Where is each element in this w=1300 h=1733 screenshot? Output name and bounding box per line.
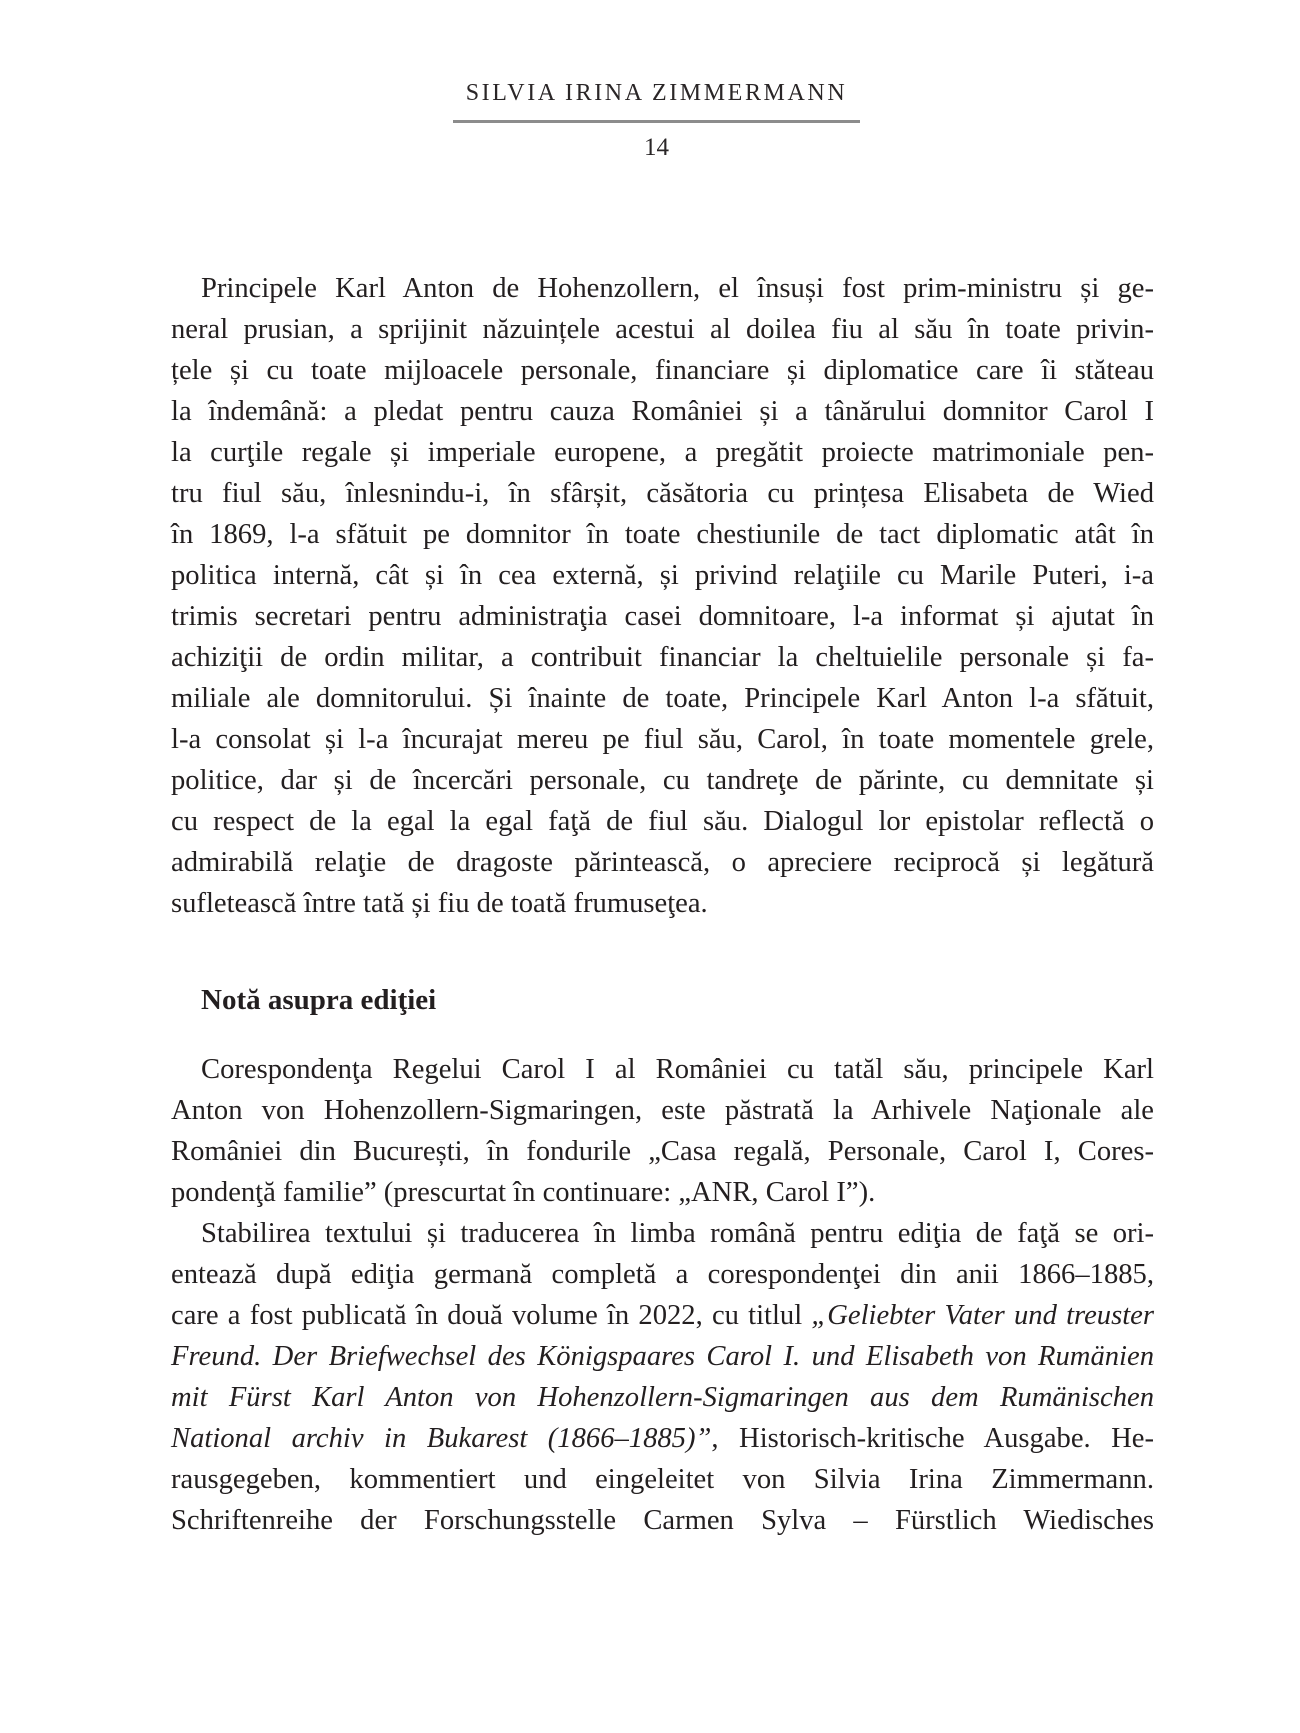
page-body xyxy=(171,268,1154,1541)
text-line: achiziţii de ordin militar, a contribuit financiar la cheltuielile personale și fa- xyxy=(171,642,1154,673)
paragraph-karl-anton xyxy=(171,268,1154,924)
page-number: 14 xyxy=(644,134,669,161)
text-line: admirabilă relaţie de dragoste părintească, o apreciere reciprocă și legătură xyxy=(171,847,1154,878)
text-line: cu respect de la egal la egal faţă de fiul său. Dialogul lor epistolar reflectă o xyxy=(171,806,1154,837)
paragraph-stabilirea-textului xyxy=(171,1213,1154,1541)
section-heading-nota-asupra-editiei: Notă asupra ediţiei xyxy=(201,984,437,1016)
text-run: care a fost publicată în două volume în 2022, cu titlul xyxy=(171,1300,812,1331)
text-line: tru fiul său, înlesnindu-i, în sfârșit, căsătoria cu prințesa Elisabeta de Wied xyxy=(171,478,1154,509)
text-line: politica internă, cât și în cea externă, și privind relaţiile cu Marile Puteri, i-a xyxy=(171,560,1154,591)
text-line: Stabilirea textului și traducerea în limba română pentru ediţia de faţă se ori- xyxy=(201,1218,1154,1249)
text-line: sufletească între tată și fiu de toată frumuseţea. xyxy=(171,888,708,919)
book-title-italic-line: mit Fürst Karl Anton von Hohenzollern-Sigmaringen aus dem Rumänischen xyxy=(171,1382,1154,1413)
book-title-italic: National archiv in Bukarest (1866–1885)” xyxy=(171,1423,712,1454)
text-line: Schriftenreihe der Forschungsstelle Carmen Sylva – Fürstlich Wiedisches xyxy=(171,1505,1154,1536)
text-line: Corespondenţa Regelui Carol I al României cu tatăl său, principele Karl xyxy=(201,1054,1154,1085)
text-line xyxy=(171,1418,1154,1459)
text-line: la curţile regale și imperiale europene, a pregătit proiecte matrimoniale pen- xyxy=(171,437,1154,468)
text-line: țele și cu toate mijloacele personale, financiare și diplomatice care îi stăteau xyxy=(171,355,1154,386)
text-line: entează după ediţia germană completă a corespondenţei din anii 1866–1885, xyxy=(171,1259,1154,1290)
running-title-author: SILVIA IRINA ZIMMERMANN xyxy=(465,80,848,106)
text-line: Anton von Hohenzollern-Sigmaringen, este păstrată la Arhivele Naţionale ale xyxy=(171,1095,1154,1126)
text-line: României din București, în fondurile „Casa regală, Personale, Carol I, Cores- xyxy=(171,1136,1154,1167)
text-line: trimis secretari pentru administraţia casei domnitoare, l-a informat și ajutat în xyxy=(171,601,1154,632)
text-line: miliale ale domnitorului. Și înainte de toate, Principele Karl Anton l-a sfătuit, xyxy=(171,683,1154,714)
text-line: rausgegeben, kommentiert und eingeleitet von Silvia Irina Zimmermann. xyxy=(171,1464,1154,1495)
paragraph-corespondenta xyxy=(171,1049,1154,1213)
book-title-italic-line: Freund. Der Briefwechsel des Königspaares Carol I. und Elisabeth von Rumänien xyxy=(171,1341,1154,1372)
section-spacer xyxy=(171,1021,1154,1049)
text-line: pondenţă familie” (prescurtat în continuare: „ANR, Carol I”). xyxy=(171,1177,876,1208)
section-spacer xyxy=(171,924,1154,980)
text-line: Principele Karl Anton de Hohenzollern, el însuși fost prim-ministru și ge- xyxy=(201,273,1154,304)
text-line: în 1869, l-a sfătuit pe domnitor în toate chestiunile de tact diplomatic atât în xyxy=(171,519,1154,550)
header-divider xyxy=(453,120,860,123)
text-run: , Historisch-kritische Ausgabe. He- xyxy=(711,1423,1154,1454)
text-line: politice, dar și de încercări personale, cu tandreţe de părinte, cu demnitate și xyxy=(171,765,1154,796)
running-header xyxy=(453,78,860,163)
text-line: la îndemână: a pledat pentru cauza României și a tânărului domnitor Carol I xyxy=(171,396,1154,427)
text-line xyxy=(171,1295,1154,1336)
text-line: neral prusian, a sprijinit năzuințele acestui al doilea fiu al său în toate privin- xyxy=(171,314,1154,345)
text-line: l-a consolat și l-a încurajat mereu pe fiul său, Carol, în toate momentele grele, xyxy=(171,724,1154,755)
book-title-italic: „Geliebter Vater und treuster xyxy=(811,1300,1154,1331)
